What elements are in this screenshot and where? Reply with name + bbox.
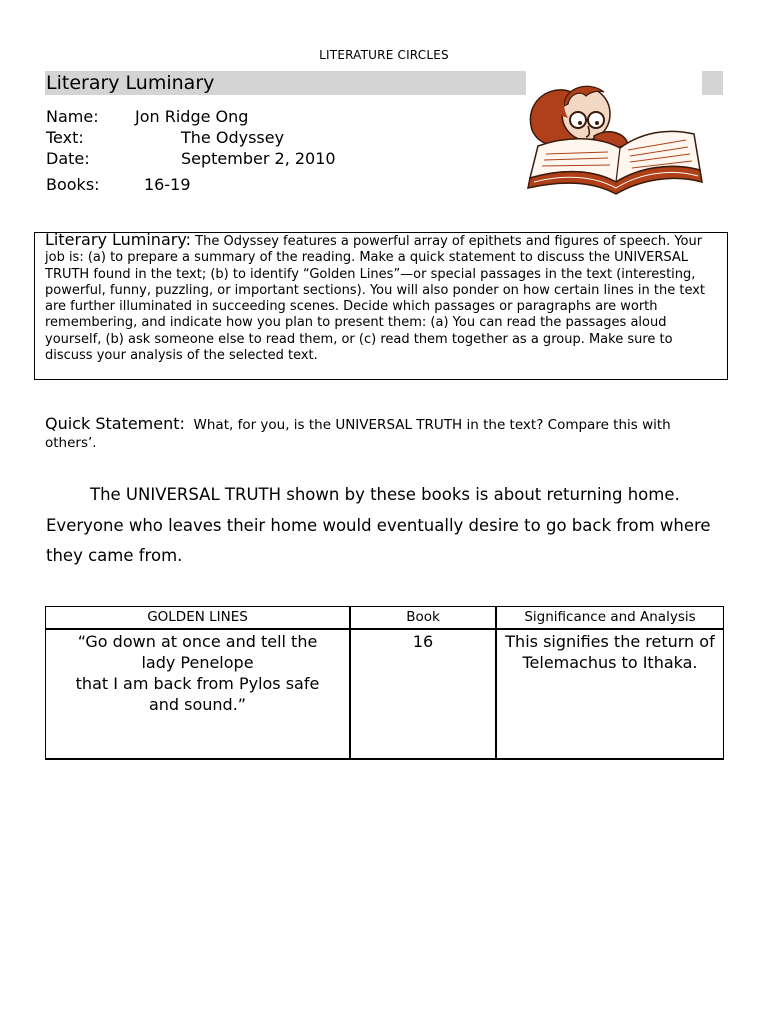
golden-line-text: that I am back from Pylos safe — [75, 674, 320, 693]
header-book: Book — [350, 607, 496, 630]
text-label: Text: — [46, 128, 84, 147]
date-label: Date: — [46, 149, 90, 168]
text-value: The Odyssey — [181, 128, 285, 147]
book-cell: 16 — [350, 629, 496, 759]
section-label: LITERATURE CIRCLES — [319, 48, 449, 62]
reading-scholar-icon — [524, 70, 704, 206]
date-value: September 2, 2010 — [181, 149, 336, 168]
name-value: Jon Ridge Ong — [135, 107, 249, 126]
name-label: Name: — [46, 107, 99, 126]
instructions-body: The Odyssey features a powerful array of epithets and figures of speech. Your job is: (a) to prepare a summary of the reading. Make a quick statement to discuss the UNIVERSAL TRUTH found in the text; (b) to identify “Golden Lines”—or special passages in the text (interesting, powerful, funny, puzzling, or important sections). You will also ponder on how certain lines in the text are further illuminated in succeeding scenes. Decide which passages or paragraphs are worth remembering, and indicate how you plan to present them: (a) You can read the passages aloud yourself, (b) ask someone else to read them, or (c) read them together as a group. Make sure to discuss your analysis of the selected text. — [45, 234, 706, 364]
quick-statement-prompt: What, for you, is the UNIVERSAL TRUTH in the text? Compare this with others’. — [45, 417, 671, 451]
golden-lines-table — [45, 606, 724, 760]
header-golden-lines: GOLDEN LINES — [46, 607, 351, 630]
universal-truth-answer — [46, 480, 736, 572]
title-bar-end — [702, 71, 723, 95]
significance-cell: This signifies the return of Telemachus to Ithaka. — [496, 629, 724, 759]
quick-statement — [45, 415, 725, 452]
golden-line-text: lady Penelope — [141, 653, 254, 672]
books-value: 16-19 — [144, 175, 191, 194]
instructions-text — [45, 232, 723, 364]
instructions-lead: Literary Luminary: — [45, 230, 192, 249]
table-header-row — [46, 607, 724, 630]
answer-text: The UNIVERSAL TRUTH shown by these books is about returning home. Everyone who leaves their home would eventually desire to go back from where they came from. — [46, 485, 711, 565]
header-significance: Significance and Analysis — [496, 607, 724, 630]
table-row — [46, 629, 724, 759]
page-title: Literary Luminary — [46, 72, 215, 94]
golden-line-text: “Go down at once and tell the — [77, 632, 318, 651]
quick-statement-lead: Quick Statement: — [45, 414, 185, 433]
golden-line-text: and sound.” — [148, 695, 247, 714]
books-label: Books: — [46, 175, 100, 194]
golden-line-cell — [46, 629, 351, 759]
